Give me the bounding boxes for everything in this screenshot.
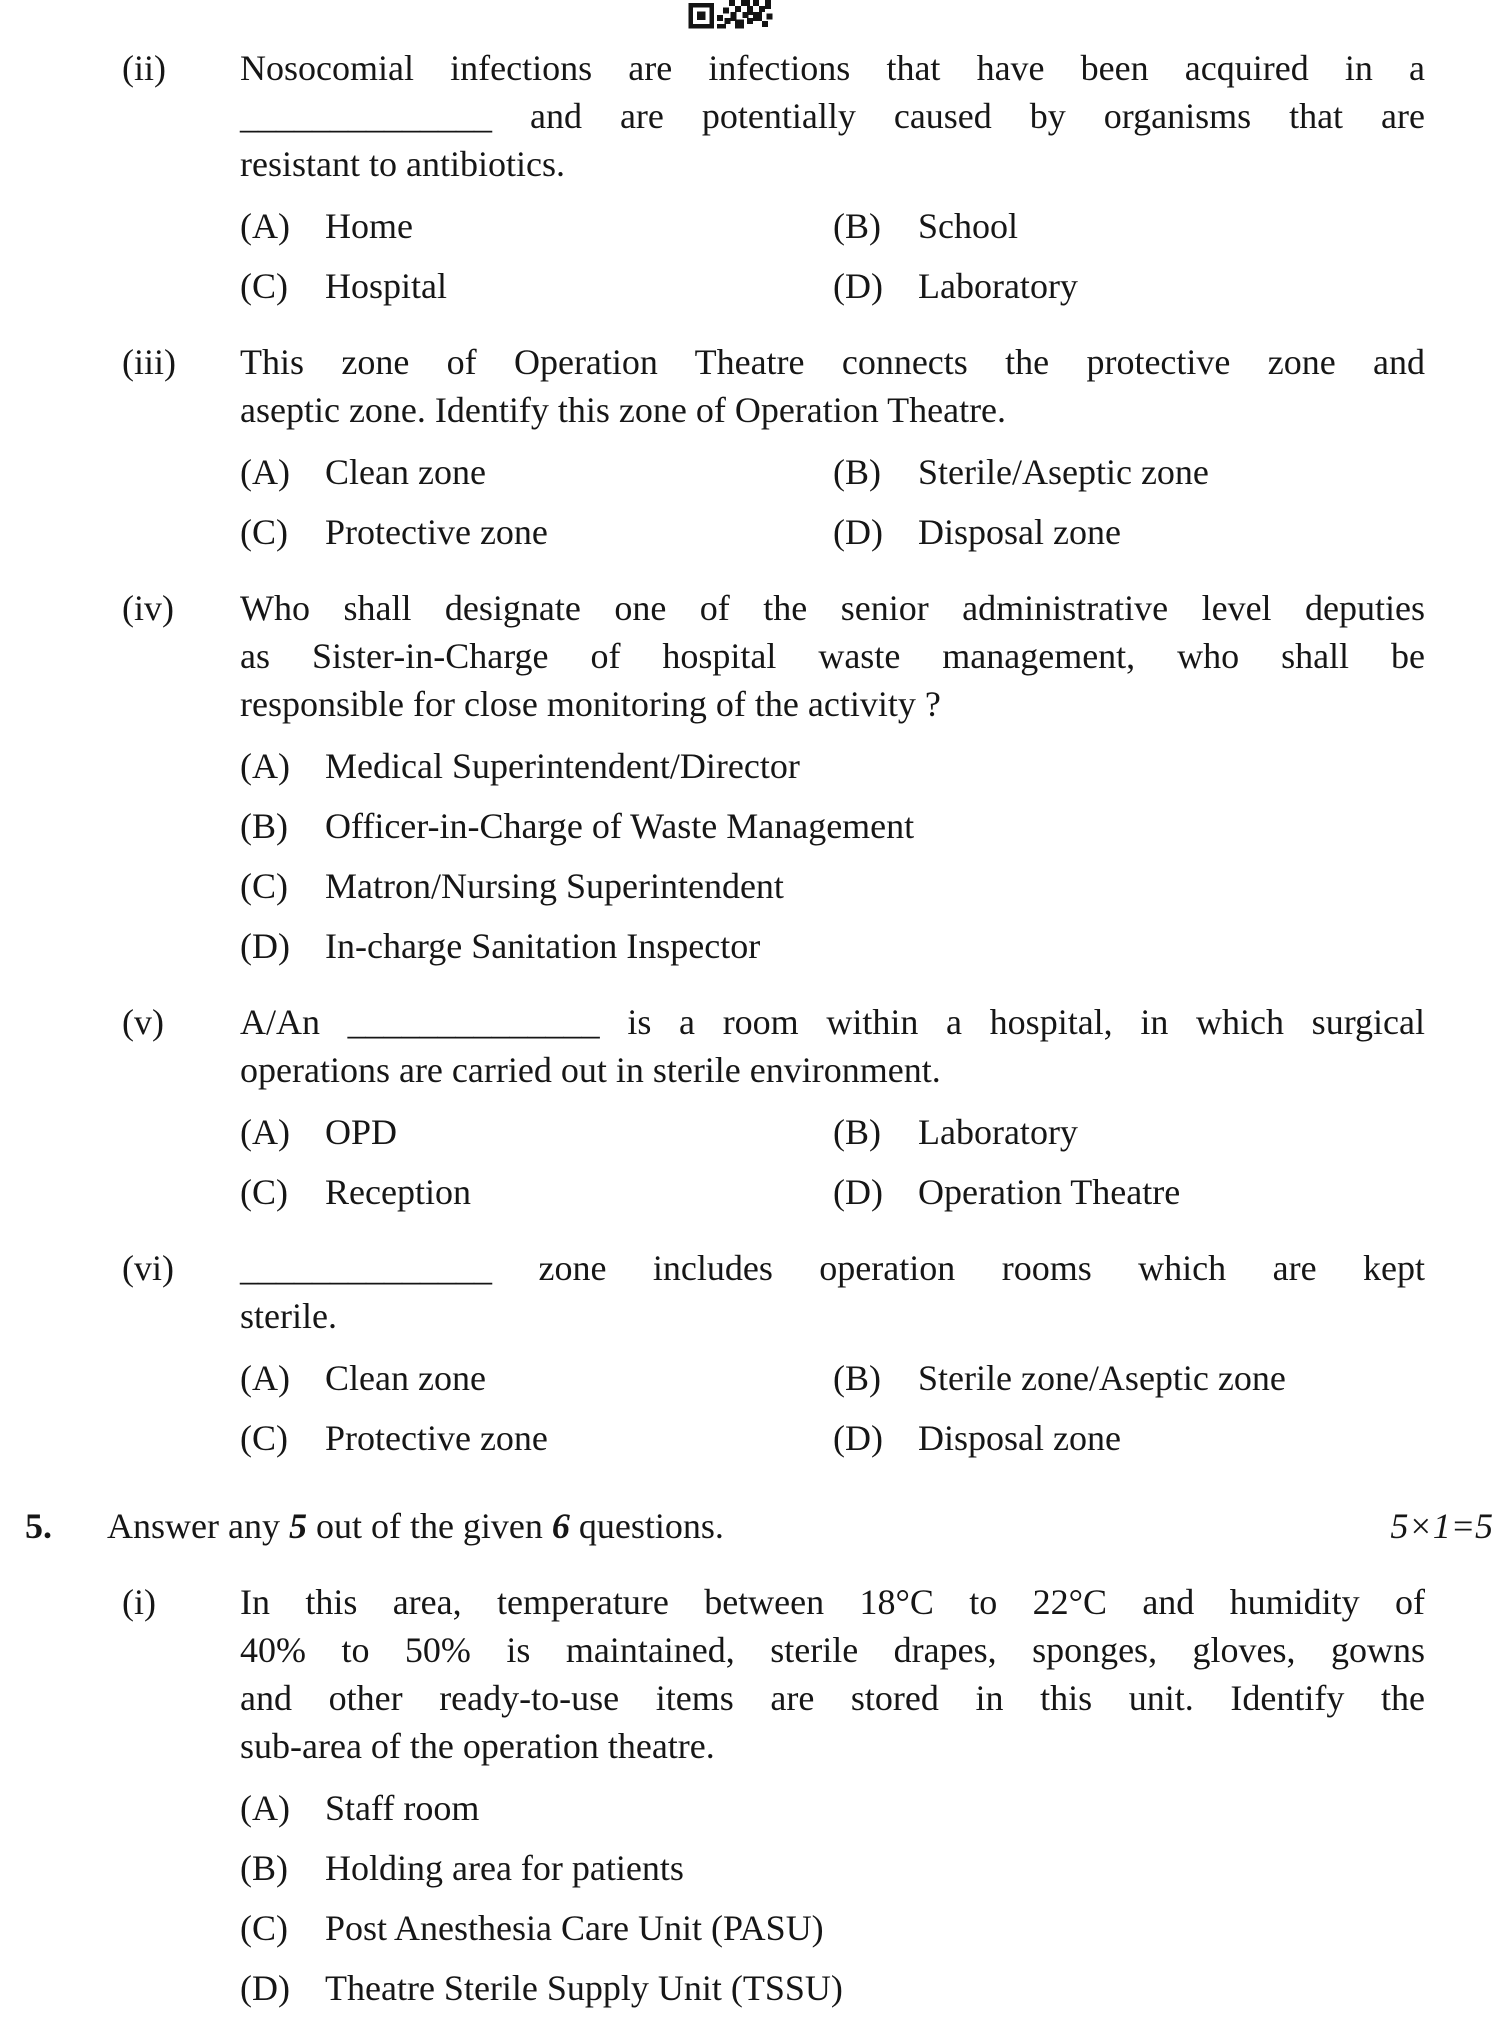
option-text: OPD bbox=[325, 1112, 398, 1152]
option-row bbox=[240, 802, 1505, 850]
instruction-text: Answer any bbox=[107, 1506, 289, 1546]
option-d bbox=[240, 922, 760, 970]
option-text: Laboratory bbox=[918, 1112, 1078, 1152]
section-5-heading bbox=[0, 1502, 1505, 1550]
option-label: (A) bbox=[240, 206, 290, 246]
option-text: In-charge Sanitation Inspector bbox=[325, 926, 761, 966]
option-text: School bbox=[918, 206, 1019, 246]
option-text: Hospital bbox=[325, 266, 447, 306]
instruction-count: 5 bbox=[288, 1506, 307, 1546]
option-label: (C) bbox=[240, 1418, 288, 1458]
question-iv bbox=[0, 584, 1505, 970]
option-c bbox=[240, 862, 784, 910]
options-group bbox=[240, 1784, 1505, 2012]
question-text-line: 40% to 50% is maintained, sterile drapes, sponges, gloves, gowns bbox=[240, 1630, 1425, 1670]
option-c bbox=[240, 1414, 833, 1462]
question-text-line: operations are carried out in sterile environment. bbox=[240, 1050, 941, 1090]
question-text-line: Nosocomial infections are infections that have been acquired in a bbox=[240, 48, 1425, 88]
option-b bbox=[833, 1108, 1078, 1156]
qr-code-icon bbox=[687, 0, 777, 30]
question-iii bbox=[0, 338, 1505, 556]
option-text: Theatre Sterile Supply Unit (TSSU) bbox=[325, 1968, 843, 2008]
option-label: (D) bbox=[833, 266, 883, 306]
option-d bbox=[833, 1168, 1180, 1216]
option-text: Home bbox=[325, 206, 413, 246]
option-c bbox=[240, 1168, 833, 1216]
instruction-count: 6 bbox=[551, 1506, 570, 1546]
question-text-line: resistant to antibiotics. bbox=[240, 144, 565, 184]
option-a bbox=[240, 742, 800, 790]
question-ii bbox=[0, 44, 1505, 310]
option-text: Protective zone bbox=[325, 512, 548, 552]
option-label: (C) bbox=[240, 1908, 288, 1948]
option-row bbox=[240, 1784, 1505, 1832]
option-label: (C) bbox=[240, 866, 288, 906]
option-label: (D) bbox=[833, 512, 883, 552]
option-a bbox=[240, 1784, 479, 1832]
option-text: Reception bbox=[325, 1172, 471, 1212]
question-number: (iii) bbox=[122, 342, 176, 382]
marks-label: 5×1=5 bbox=[1390, 1506, 1493, 1546]
question-text-line: sub-area of the operation theatre. bbox=[240, 1726, 715, 1766]
option-row bbox=[240, 1108, 1505, 1156]
question-text-line: ______________ and are potentially caused by organisms that are bbox=[240, 96, 1425, 136]
question-number: (v) bbox=[122, 1002, 164, 1042]
option-text: Holding area for patients bbox=[325, 1848, 684, 1888]
option-text: Sterile zone/Aseptic zone bbox=[918, 1358, 1286, 1398]
option-b bbox=[240, 802, 914, 850]
options-group bbox=[240, 1354, 1505, 1462]
option-text: Protective zone bbox=[325, 1418, 548, 1458]
question-number: (i) bbox=[122, 1582, 156, 1622]
option-label: (A) bbox=[240, 1358, 290, 1398]
section-instruction bbox=[107, 1502, 1390, 1550]
option-label: (B) bbox=[833, 1112, 881, 1152]
option-label: (B) bbox=[833, 1358, 881, 1398]
option-row bbox=[240, 448, 1505, 496]
question-text-line: A/An ______________ is a room within a hospital, in which surgical bbox=[240, 1002, 1425, 1042]
option-b bbox=[240, 1844, 684, 1892]
option-b bbox=[833, 448, 1209, 496]
option-row bbox=[240, 862, 1505, 910]
option-label: (B) bbox=[833, 206, 881, 246]
question-number: (iv) bbox=[122, 588, 174, 628]
option-d bbox=[240, 1964, 843, 2012]
option-label: (C) bbox=[240, 266, 288, 306]
option-row bbox=[240, 922, 1505, 970]
option-label: (A) bbox=[240, 452, 290, 492]
option-a bbox=[240, 448, 833, 496]
question-number: (vi) bbox=[122, 1248, 174, 1288]
option-text: Disposal zone bbox=[918, 1418, 1121, 1458]
option-text: Sterile/Aseptic zone bbox=[918, 452, 1209, 492]
question-i bbox=[0, 1578, 1505, 2012]
option-text: Clean zone bbox=[325, 452, 486, 492]
options-group bbox=[240, 1108, 1505, 1216]
option-row bbox=[240, 1414, 1505, 1462]
option-text: Disposal zone bbox=[918, 512, 1121, 552]
option-text: Operation Theatre bbox=[918, 1172, 1181, 1212]
option-row bbox=[240, 1354, 1505, 1402]
option-label: (A) bbox=[240, 1112, 290, 1152]
option-label: (B) bbox=[240, 1848, 288, 1888]
question-text-line: This zone of Operation Theatre connects the protective zone and bbox=[240, 342, 1425, 382]
option-label: (D) bbox=[833, 1172, 883, 1212]
option-label: (B) bbox=[833, 452, 881, 492]
option-label: (D) bbox=[240, 1968, 290, 2008]
option-c bbox=[240, 262, 833, 310]
option-label: (C) bbox=[240, 1172, 288, 1212]
section-number: 5. bbox=[25, 1506, 52, 1546]
options-group bbox=[240, 742, 1505, 970]
option-d bbox=[833, 262, 1078, 310]
question-text-line: sterile. bbox=[240, 1296, 337, 1336]
option-b bbox=[833, 1354, 1286, 1402]
option-row bbox=[240, 1168, 1505, 1216]
question-text-line: aseptic zone. Identify this zone of Operation Theatre. bbox=[240, 390, 1007, 430]
instruction-text: questions. bbox=[569, 1506, 724, 1546]
question-v bbox=[0, 998, 1505, 1216]
option-c bbox=[240, 1904, 824, 1952]
question-text-line: responsible for close monitoring of the activity ? bbox=[240, 684, 941, 724]
question-text-line: and other ready-to-use items are stored in this unit. Identify the bbox=[240, 1678, 1425, 1718]
option-row bbox=[240, 202, 1505, 250]
option-text: Officer-in-Charge of Waste Management bbox=[325, 806, 915, 846]
question-vi bbox=[0, 1244, 1505, 1462]
option-label: (D) bbox=[240, 926, 290, 966]
option-d bbox=[833, 508, 1121, 556]
option-d bbox=[833, 1414, 1121, 1462]
option-label: (A) bbox=[240, 1788, 290, 1828]
option-text: Post Anesthesia Care Unit (PASU) bbox=[325, 1908, 824, 1948]
option-label: (D) bbox=[833, 1418, 883, 1458]
option-text: Staff room bbox=[325, 1788, 480, 1828]
option-b bbox=[833, 202, 1018, 250]
option-row bbox=[240, 508, 1505, 556]
option-row bbox=[240, 742, 1505, 790]
option-text: Laboratory bbox=[918, 266, 1078, 306]
question-text-line: In this area, temperature between 18°C to 22°C and humidity of bbox=[240, 1582, 1425, 1622]
options-group bbox=[240, 202, 1505, 310]
option-label: (A) bbox=[240, 746, 290, 786]
options-group bbox=[240, 448, 1505, 556]
option-row bbox=[240, 1844, 1505, 1892]
option-text: Medical Superintendent/Director bbox=[325, 746, 800, 786]
option-c bbox=[240, 508, 833, 556]
question-number: (ii) bbox=[122, 48, 166, 88]
question-text-line: ______________ zone includes operation rooms which are kept bbox=[240, 1248, 1425, 1288]
option-label: (C) bbox=[240, 512, 288, 552]
option-row bbox=[240, 262, 1505, 310]
option-row bbox=[240, 1904, 1505, 1952]
option-a bbox=[240, 1354, 833, 1402]
option-row bbox=[240, 1964, 1505, 2012]
instruction-text: out of the given bbox=[306, 1506, 552, 1546]
question-text-line: as Sister-in-Charge of hospital waste management, who shall be bbox=[240, 636, 1425, 676]
option-a bbox=[240, 202, 833, 250]
option-text: Clean zone bbox=[325, 1358, 486, 1398]
option-a bbox=[240, 1108, 833, 1156]
option-text: Matron/Nursing Superintendent bbox=[325, 866, 784, 906]
option-label: (B) bbox=[240, 806, 288, 846]
question-text-line: Who shall designate one of the senior administrative level deputies bbox=[240, 588, 1425, 628]
